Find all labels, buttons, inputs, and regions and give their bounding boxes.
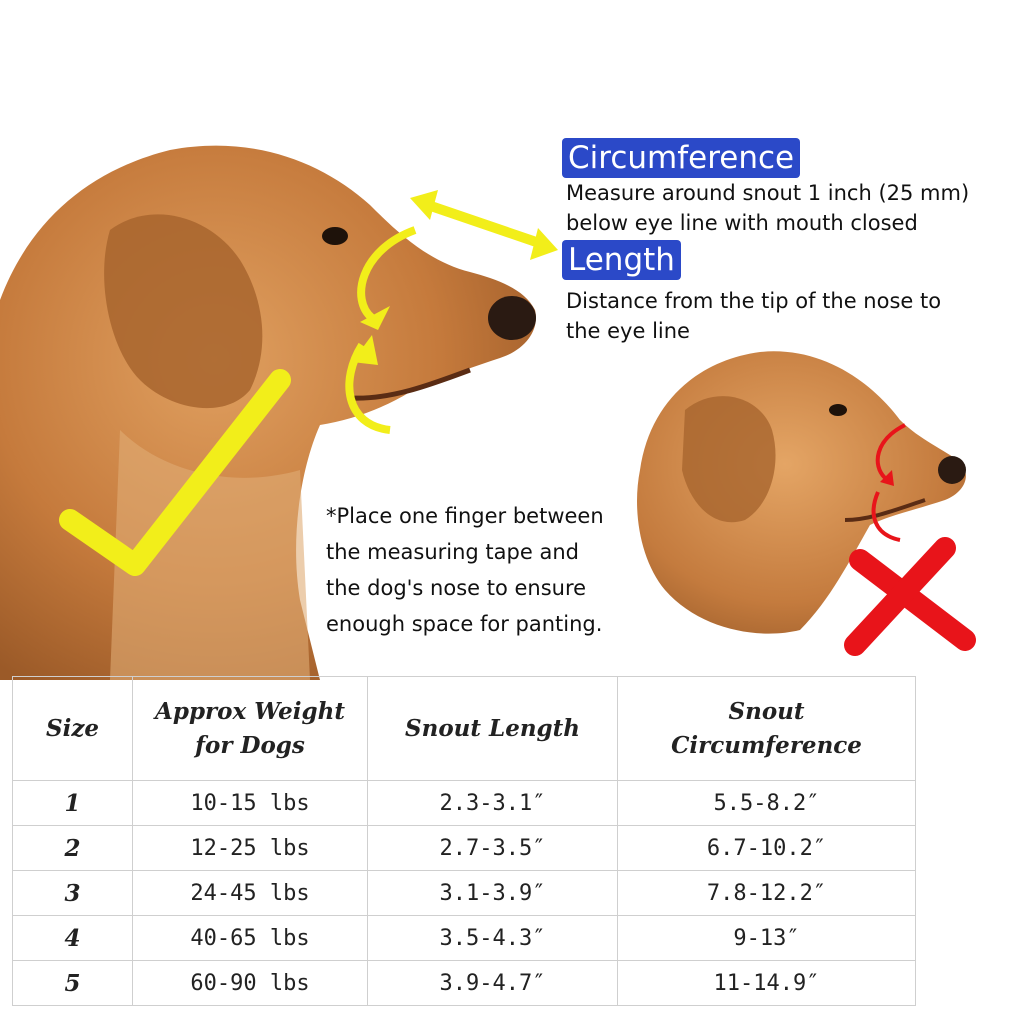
cell-weight: 10-15 lbs	[133, 781, 368, 826]
header-snout-length: Snout Length	[368, 677, 618, 781]
cell-weight: 40-65 lbs	[133, 916, 368, 961]
fit-note-line-3: the dog's nose to ensure	[326, 576, 587, 600]
cell-snout-circumference: 11-14.9″	[618, 961, 916, 1006]
cell-weight: 60-90 lbs	[133, 961, 368, 1006]
length-desc-line-2: the eye line	[566, 319, 690, 343]
circumference-desc-line-1: Measure around snout 1 inch (25 mm)	[566, 181, 970, 205]
cell-snout-circumference: 6.7-10.2″	[618, 826, 916, 871]
fit-note-line-4: enough space for panting.	[326, 612, 603, 636]
cell-size: 5	[13, 961, 133, 1006]
header-weight	[133, 677, 368, 781]
cell-snout-length: 3.1-3.9″	[368, 871, 618, 916]
cell-snout-circumference: 7.8-12.2″	[618, 871, 916, 916]
header-weight-text: Approx Weight for Dogs	[155, 697, 345, 759]
cell-size: 3	[13, 871, 133, 916]
fit-note-line-1: *Place one finger between	[326, 504, 604, 528]
header-snout-circumference	[618, 677, 916, 781]
table-row	[13, 916, 916, 961]
cell-size: 1	[13, 781, 133, 826]
table-row	[13, 781, 916, 826]
cell-weight: 24-45 lbs	[133, 871, 368, 916]
cell-snout-length: 2.7-3.5″	[368, 826, 618, 871]
size-chart-table	[12, 676, 916, 1006]
cell-snout-length: 2.3-3.1″	[368, 781, 618, 826]
fit-note-line-2: the measuring tape and	[326, 540, 579, 564]
cell-snout-length: 3.5-4.3″	[368, 916, 618, 961]
cell-weight: 12-25 lbs	[133, 826, 368, 871]
circumference-title: Circumference	[562, 138, 800, 178]
table-row	[13, 961, 916, 1006]
cell-snout-circumference: 9-13″	[618, 916, 916, 961]
table-row	[13, 826, 916, 871]
table-header-row	[13, 677, 916, 781]
cell-snout-circumference: 5.5-8.2″	[618, 781, 916, 826]
circumference-desc-line-2: below eye line with mouth closed	[566, 211, 918, 235]
header-circumference-text: Snout Circumference	[671, 697, 862, 759]
table-row	[13, 871, 916, 916]
cell-size: 4	[13, 916, 133, 961]
length-title: Length	[562, 240, 681, 280]
cross-mark-icon	[855, 548, 965, 645]
length-arrow-icon	[410, 190, 558, 260]
cell-size: 2	[13, 826, 133, 871]
cell-snout-length: 3.9-4.7″	[368, 961, 618, 1006]
header-size: Size	[13, 677, 133, 781]
length-desc-line-1: Distance from the tip of the nose to	[566, 289, 942, 313]
